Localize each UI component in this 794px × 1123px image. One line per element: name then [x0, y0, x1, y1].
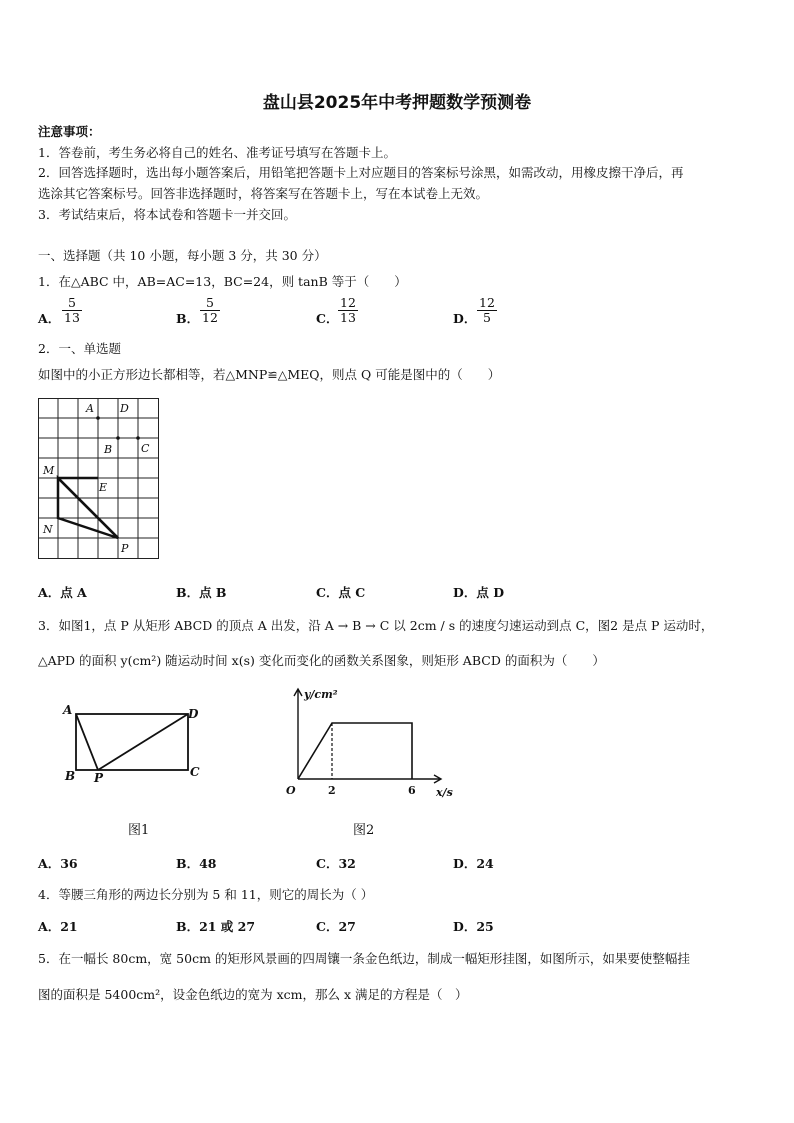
notice-item-1: 1．答卷前，考生务必将自己的姓名、准考证号填写在答题卡上。	[38, 145, 396, 160]
q1-option-b-fraction	[200, 296, 220, 325]
q2-label-c: C	[141, 442, 150, 455]
q1-option-b-den: 12	[202, 310, 218, 325]
q3-fig2-origin: O	[286, 784, 296, 797]
q2-label-n: N	[43, 523, 53, 536]
q1-stem: 1．在△ABC 中，AB=AC=13，BC=24，则 tanB 等于（ ）	[38, 274, 407, 289]
q3-rectangle	[76, 714, 188, 770]
q1-option-a-letter: A．	[38, 311, 61, 326]
q3-fig1-label-c: C	[190, 765, 200, 779]
q2-option-d: D．点 D	[453, 585, 505, 600]
q2-option-a: A．点 A	[38, 585, 87, 600]
q1-option-d-fraction	[477, 296, 497, 325]
q4-option-d: D．25	[453, 919, 494, 934]
q1-option-a-den: 13	[64, 310, 80, 325]
q3-fig2-ylabel: y/cm²	[304, 688, 338, 701]
q4-option-b: B．21 或 27	[176, 919, 256, 934]
q2-option-c: C．点 C	[316, 585, 366, 600]
q1-option-d-num: 12	[479, 295, 495, 310]
q3-fig1-label-a: A	[63, 703, 73, 717]
q3-figure-2	[280, 684, 460, 804]
q2-stem: 如图中的小正方形边长都相等，若△MNP≌△MEQ，则点 Q 可能是图中的（ ）	[38, 367, 501, 382]
q3-fig1-label-p: P	[94, 771, 104, 785]
q5-stem-2: 图的面积是 5400cm²，设金色纸边的宽为 xcm，那么 x 满足的方程是（ ）	[38, 987, 468, 1002]
q2-header: 2．一、单选题	[38, 341, 121, 356]
q1-option-a-num: 5	[67, 295, 76, 310]
q2-label-a: A	[86, 402, 94, 415]
q1-option-c-letter: C．	[316, 311, 339, 326]
q2-label-e: E	[99, 481, 108, 494]
q2-label-b: B	[104, 443, 113, 456]
q3-fig2-tick-6: 6	[408, 784, 416, 797]
q5-stem-1: 5．在一幅长 80cm，宽 50cm 的矩形风景画的四周镶一条金色纸边，制成一幅矩形挂图，如图所示，如果要使整幅挂	[38, 951, 690, 966]
q1-option-d-den: 5	[482, 310, 491, 325]
section-heading: 一、选择题（共 10 小题，每小题 3 分，共 30 分）	[38, 248, 327, 263]
q3-stem-2: △APD 的面积 y(cm²) 随运动时间 x(s) 变化而变化的函数关系图象，则矩形 ABCD 的面积为（ ）	[38, 653, 605, 668]
q2-grid-lines	[38, 398, 159, 559]
q3-figure-1	[60, 700, 210, 785]
q1-option-b-num: 5	[205, 295, 214, 310]
q3-option-b: B．48	[176, 856, 217, 871]
q3-stem-1: 3．如图1，点 P 从矩形 ABCD 的顶点 A 出发，沿 A → B → C 以 2cm / s 的速度匀速运动到点 C，图2 是点 P 运动时，	[38, 618, 714, 633]
notice-item-2a: 2．回答选择题时，选出每小题答案后，用铅笔把答题卡上对应题目的答案标号涂黑，如需改动，用橡皮擦干净后，再	[38, 165, 684, 180]
q3-fig2-tick-2: 2	[328, 784, 336, 797]
page-title: 盘山县2025年中考押题数学预测卷	[262, 93, 532, 113]
q2-option-b: B．点 B	[176, 585, 227, 600]
q3-fig1-label-b: B	[65, 769, 76, 783]
q1-option-c-den: 13	[340, 310, 356, 325]
q2-grid-figure	[38, 398, 160, 562]
q1-option-b-letter: B．	[176, 311, 200, 326]
q2-label-m: M	[43, 464, 55, 477]
q3-fig2-caption: 图2	[353, 823, 375, 838]
q3-function-graph	[298, 723, 412, 779]
q1-option-d-letter: D．	[453, 311, 477, 326]
q2-triangles	[58, 478, 118, 538]
notice-item-3: 3．考试结束后，将本试卷和答题卡一并交回。	[38, 207, 296, 222]
notice-item-2b: 选涂其它答案标号。回答非选择题时，将答案写在答题卡上，写在本试卷上无效。	[38, 186, 489, 201]
q1-option-a-fraction	[62, 296, 82, 325]
q3-option-a: A．36	[38, 856, 78, 871]
q3-axes	[294, 689, 441, 783]
q2-label-d: D	[120, 402, 129, 415]
q1-option-c-fraction	[338, 296, 358, 325]
notice-heading: 注意事项：	[38, 124, 101, 139]
q3-fig2-xlabel: x/s	[436, 786, 453, 799]
q4-stem: 4．等腰三角形的两边长分别为 5 和 11，则它的周长为（ ）	[38, 887, 374, 902]
q2-label-p: P	[121, 542, 129, 555]
q3-fig1-label-d: D	[188, 707, 199, 721]
q3-option-d: D．24	[453, 856, 494, 871]
q3-option-c: C．32	[316, 856, 356, 871]
q4-option-a: A．21	[38, 919, 78, 934]
q4-option-c: C．27	[316, 919, 356, 934]
q1-option-c-num: 12	[340, 295, 356, 310]
q3-fig1-caption: 图1	[128, 823, 150, 838]
